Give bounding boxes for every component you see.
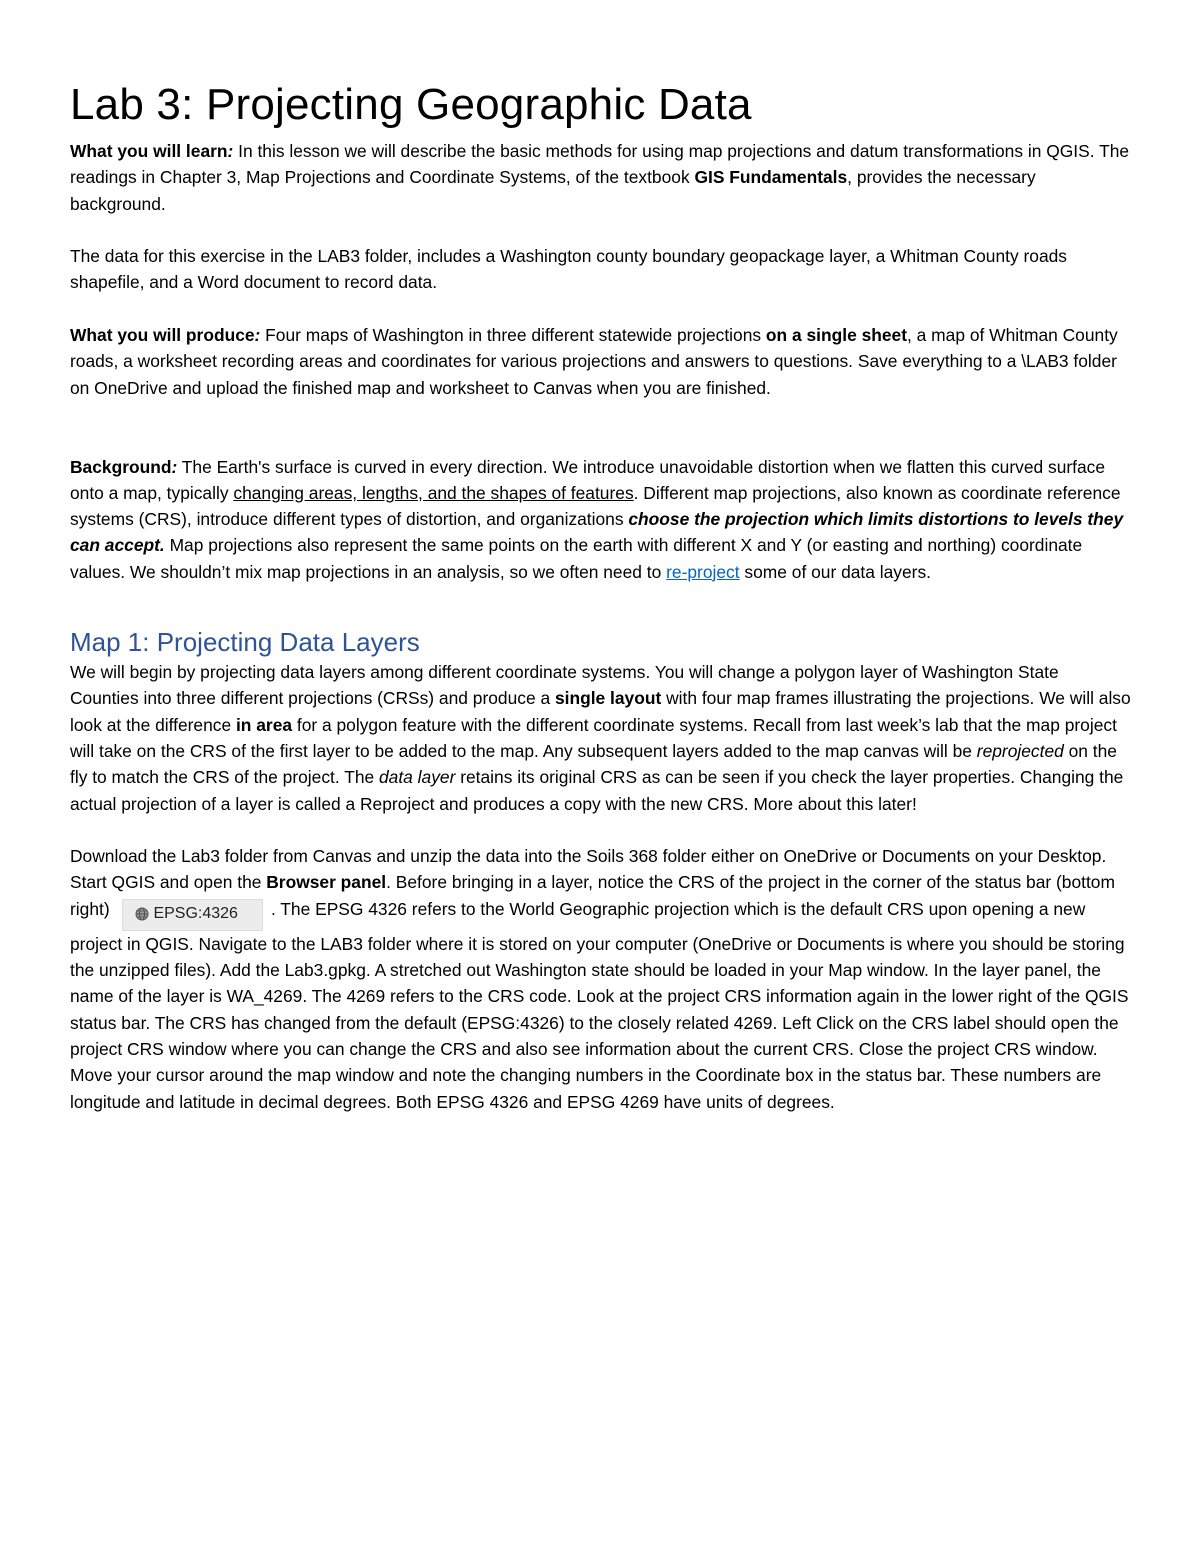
data-paragraph: The data for this exercise in the LAB3 folder, includes a Washington county boundary geopackage layer, a Whitman County roads shapefile, and a Word document to record data. bbox=[70, 246, 1067, 293]
globe-icon bbox=[135, 907, 149, 921]
map1-paragraph-1: We will begin by projecting data layers among different coordinate systems. You will change a polygon layer of Washington State Counties into three different projections (CRSs) and produce a single layout with four map frames illustrating the projections. We will also look at the difference in area for a polygon feature with the different coordinate systems. Recall from last week’s lab that the map project will take on the CRS of the first layer to be added to the map. Any subsequent layers added to the map canvas will be reprojected on the fly to match the CRS of the project. The data layer retains its original CRS as can be seen if you check the layer properties. Changing the actual projection of a layer is called a Reproject and produces a copy with the new CRS. More about this later! bbox=[70, 662, 1131, 814]
data-layer-emphasis: data layer bbox=[379, 767, 456, 788]
learn-paragraph: What you will learn: In this lesson we will describe the basic methods for using map projections and datum transformations in QGIS. The readings in Chapter 3, Map Projections and Coordinate Systems, of the textbook GIS Fundamentals, provides the necessary background. bbox=[70, 141, 1130, 214]
document-page bbox=[70, 78, 1132, 1115]
background-paragraph: Background: The Earth's surface is curved in every direction. We introduce unavoidable distortion when we flatten this curved surface onto a map, typically changing areas, lengths, and the shapes of features. Different map projections, also known as coordinate reference systems (CRS), introduce different types of distortion, and organizations choose the projection which limits distortions to levels they can accept. Map projections also represent the same points on the earth with different X and Y (or easting and northing) coordinate values. We shouldn’t mix map projections in an analysis, so we often need to re-project some of our data layers. bbox=[70, 456, 1124, 582]
single-sheet-emphasis: on a single sheet bbox=[765, 325, 908, 346]
section-heading-map1: Map 1: Projecting Data Layers bbox=[70, 627, 420, 658]
page-title: Lab 3: Projecting Geographic Data bbox=[70, 80, 752, 129]
choose-projection-emphasis: choose the projection which limits distortions to levels they can accept. bbox=[70, 509, 1124, 556]
distortion-underline: changing areas, lengths, and the shapes of features bbox=[233, 482, 634, 503]
browser-panel-emphasis: Browser panel bbox=[266, 872, 387, 893]
learn-label: What you will learn: bbox=[70, 141, 234, 161]
textbook-title: GIS Fundamentals bbox=[694, 167, 848, 188]
in-area-emphasis: in area bbox=[235, 714, 293, 735]
produce-paragraph: What you will produce: Four maps of Washington in three different statewide projections on a single sheet, a map of Whitman County roads, a worksheet recording areas and coordinates for various projections and answers to questions. Save everything to a \LAB3 folder on OneDrive and upload the finished map and worksheet to Canvas when you are finished. bbox=[70, 325, 1118, 398]
reproject-link[interactable]: re-project bbox=[666, 561, 740, 582]
map1-paragraph-3: Move your cursor around the map window and note the changing numbers in the Coordinate box in the status bar. These numbers are longitude and latitude in decimal degrees. Both EPSG 4326 and EPSG 4269 have units of degrees. bbox=[70, 1065, 1102, 1112]
produce-label: What you will produce: bbox=[70, 325, 261, 346]
crs-status-screenshot bbox=[122, 899, 263, 931]
map1-paragraph-2: Download the Lab3 folder from Canvas and unzip the data into the Soils 368 folder either on OneDrive or Documents on your Desktop. Start QGIS and open the Browser panel. Before bringing in a layer, notice the CRS of the project in the corner of the status bar (bottom right) EPSG:4326 . The EPSG 4326 refers to the World Geographic projection which is the default CRS upon opening a new project in QGIS. Navigate to the LAB3 folder where it is stored on your computer (OneDrive or Documents is where you should be storing the unzipped files). Add the Lab3.gpkg. A stretched out Washington state should be loaded in your Map window. In the layer panel, the name of the layer is WA_4269. The 4269 refers to the CRS code. Look at the project CRS information again in the lower right of the QGIS status bar. The CRS has changed from the default (EPSG:4326) to the closely related 4269. Left Click on the CRS label should open the project CRS window where you can change the CRS and also see information about the current CRS. Close the project CRS window. bbox=[70, 846, 1129, 1059]
reprojected-emphasis: reprojected bbox=[976, 740, 1064, 761]
single-layout-emphasis: single layout bbox=[554, 688, 662, 709]
background-label: Background: bbox=[70, 456, 178, 477]
crs-status-label: EPSG:4326 bbox=[153, 904, 238, 922]
